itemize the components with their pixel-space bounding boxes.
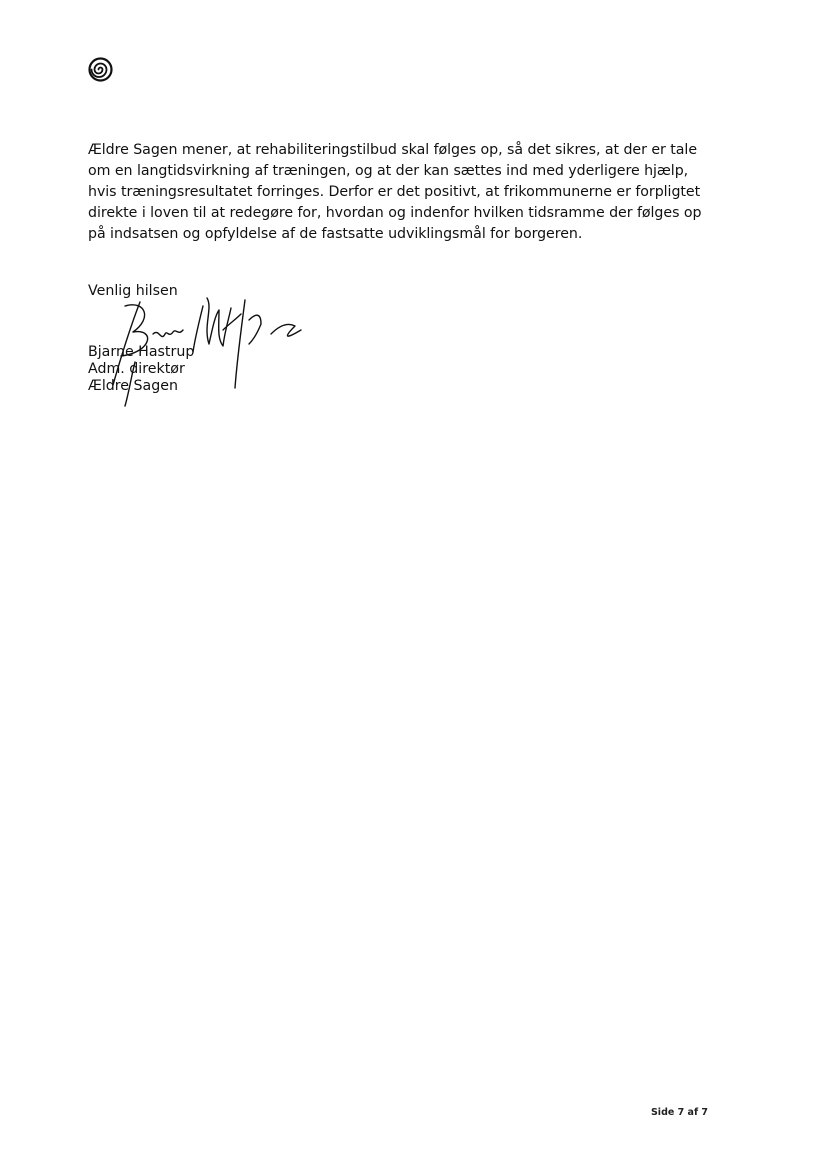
handwritten-signature (95, 290, 310, 410)
body-paragraph: Ældre Sagen mener, at rehabiliteringstilbud skal følges op, så det sikres, at der er tale om en langtidsvirkning af træningen, og at der kan sættes ind med yderligere hjælp, hvis træningsresultatet forringes. Derfor er det positivt, at frikommunerne er forpligtet direkte i loven til at redegøre for, hvordan og indenfor hvilken tidsramme der følges op på indsatsen og opfyldelse af de fastsatte udviklingsmål for borgeren. (88, 142, 702, 242)
signer-name: Bjarne Hastrup (88, 344, 195, 360)
signer-title: Adm. direktør (88, 361, 185, 377)
spiral-logo-icon (88, 57, 113, 82)
signer-organization: Ældre Sagen (88, 378, 178, 394)
page-number: Side 7 af 7 (650, 1107, 708, 1118)
closing-text: Venlig hilsen (88, 283, 178, 299)
